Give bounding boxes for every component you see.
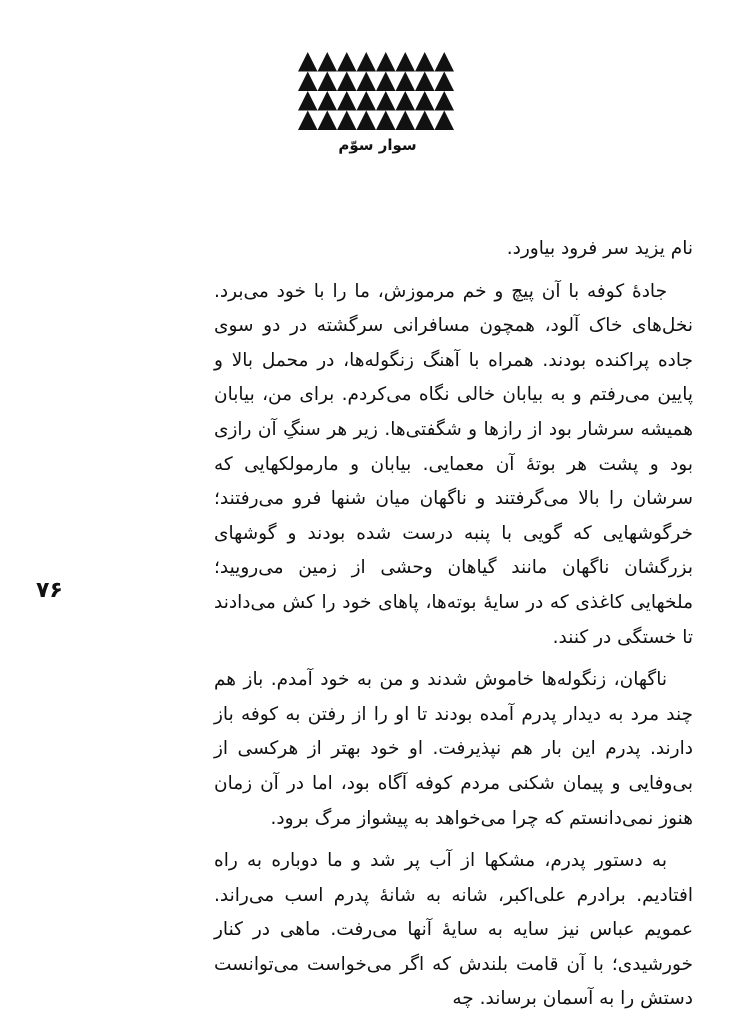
ornament-triangle: [435, 52, 455, 72]
ornament-triangle: [396, 72, 416, 92]
triangle-pattern-ornament: [298, 52, 454, 130]
page-number: ۷۶: [36, 578, 63, 603]
ornament-triangle: [357, 72, 377, 92]
ornament-triangle: [415, 91, 435, 111]
ornament-triangle: [396, 111, 416, 131]
chapter-title: سوار سوّم: [338, 136, 417, 154]
paragraph: جادهٔ کوفه با آن پیچ و خم مرموزش، ما را با خود می‌برد. نخل‌های خاک آلود، همچون مسافرانی سرگشته در دو سوی جاده پراکنده بودند. همراه با آهنگ زنگوله‌ها، در محمل بالا و پایین می‌رفتم و به بیابان خالی نگاه می‌کردم. برای من، بیابان همیشه سرشار بود از رازها و شگفتی‌ها. زیر هر سنگِ آن رازی بود و پشت هر بوتهٔ آن معمایی. بیابان و مارمولکهایی که سرشان را بالا می‌گرفتند و ناگهان میان شنها فرو می‌رفتند؛ خرگوشهایی که گویی با پنبه درست شده بودند و گوشهای بزرگشان ناگهان مانند گیاهان وحشی از زمین می‌رویید؛ ملخهایی کاغذی که در سایهٔ بوته‌ها، پاهای خود را کش می‌دادند تا خستگی در کنند.: [214, 280, 693, 648]
ornament-triangle: [376, 52, 396, 72]
ornament-triangle: [337, 91, 357, 111]
ornament-triangle: [318, 72, 338, 92]
ornament-triangle: [435, 72, 455, 92]
ornament-triangle: [357, 91, 377, 111]
paragraph: به دستور پدرم، مشکها از آب پر شد و ما دوباره به راه افتادیم. برادرم علی‌اکبر، شانه به شانهٔ پدرم اسب می‌راند. عمویم عباس نیز سایه به سایهٔ آنها می‌رفت. ماهی در کنار خورشیدی؛ با آن قامت بلندش که اگر می‌خواست می‌توانست دستش را به آسمان برساند. چه: [214, 850, 693, 1010]
ornament-triangle: [318, 111, 338, 131]
ornament-triangle: [376, 72, 396, 92]
ornament-triangle: [357, 111, 377, 131]
ornament-triangle: [415, 111, 435, 131]
ornament-triangle: [337, 111, 357, 131]
ornament-triangle: [298, 111, 318, 131]
ornament-triangle: [396, 91, 416, 111]
ornament-triangle: [415, 52, 435, 72]
paragraph: ناگهان، زنگوله‌ها خاموش شدند و من به خود آمدم. باز هم چند مرد به دیدار پدرم آمده بودند تا او را از رفتن به کوفه باز دارند. پدرم این بار هم نپذیرفت. او خود بهتر از هرکسی از بی‌وفایی و پیمان شکنی مردم کوفه آگاه بود، اما در آن زمان هنوز نمی‌دانستم که چرا می‌خواهد به پیشواز مرگ برود.: [214, 669, 693, 829]
ornament-triangle: [318, 52, 338, 72]
ornament-triangle: [298, 52, 318, 72]
ornament-triangle: [337, 52, 357, 72]
ornament-triangle: [435, 91, 455, 111]
ornament-triangle: [318, 91, 338, 111]
ornament-triangle: [376, 111, 396, 131]
ornament-triangle: [376, 91, 396, 111]
ornament-triangle: [298, 91, 318, 111]
ornament-triangle: [337, 72, 357, 92]
body-text: [214, 232, 693, 1025]
ornament-triangle: [435, 111, 455, 131]
ornament-triangle: [298, 72, 318, 92]
ornament-triangle: [357, 52, 377, 72]
paragraph: نام یزید سر فرود بیاورد.: [506, 238, 693, 259]
ornament-triangle: [415, 72, 435, 92]
ornament-triangle: [396, 52, 416, 72]
